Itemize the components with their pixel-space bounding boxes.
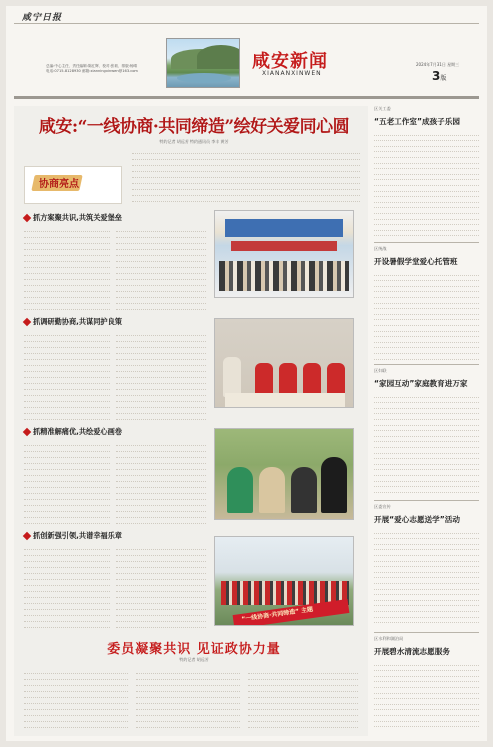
story-text: [374, 528, 479, 628]
text-column: [24, 668, 128, 730]
text-column: [136, 668, 240, 730]
photo-people: [219, 261, 349, 291]
text-column: [24, 226, 110, 310]
text-column: [24, 440, 110, 524]
photo-ribbon-text: “一线协商·共同缔造” 主题: [241, 605, 314, 623]
section-heading-3: [24, 426, 122, 437]
masthead-rule: [14, 23, 479, 24]
photo-person: [321, 457, 347, 513]
section-heading-2: [24, 316, 122, 327]
photo-child: [303, 363, 321, 397]
story-tag: 区委宣传: [374, 504, 391, 509]
newspaper-logo: 咸宁日报: [22, 13, 63, 23]
story-divider: [374, 364, 479, 365]
section-heading-text: 抓调研勤协商,共谋同护良策: [33, 316, 122, 326]
story-tag: 区妇联: [374, 368, 387, 373]
article-headline[interactable]: 咸安:“一线协商·共同缔造”绘好关爱同心圆: [38, 117, 350, 137]
photo-group-banner: [214, 536, 354, 626]
story-text: [374, 270, 479, 360]
photo-child: [279, 363, 297, 397]
story-divider: [374, 500, 479, 501]
story-divider: [374, 632, 479, 633]
lead-badge: 协商亮点: [39, 179, 79, 190]
photo-person: [291, 467, 317, 513]
photo-children-activity: [214, 318, 354, 408]
story-text: [374, 660, 479, 732]
lead-paragraph: [132, 148, 360, 202]
text-column: [116, 226, 206, 310]
photo-child: [327, 363, 345, 397]
photo-lake: [177, 73, 231, 83]
diamond-icon: [23, 427, 31, 435]
editor-info-line: 电话:0715-8128930 邮箱:xianningxinwen@163.com: [46, 69, 138, 73]
photo-person: [259, 467, 285, 513]
text-column: [24, 544, 110, 628]
secondary-headline[interactable]: 委员凝聚共识 见证政协力量: [107, 642, 281, 657]
newspaper-page: [6, 6, 487, 741]
story-title[interactable]: 开设暑假学堂爱心托管班: [374, 257, 458, 266]
main-article: [14, 106, 368, 736]
text-column: [116, 330, 206, 420]
diamond-icon: [23, 317, 31, 325]
lead-badge-box: [24, 166, 122, 204]
text-column: [116, 440, 206, 524]
issue-date: 2024年7月31日 星期三: [416, 62, 460, 67]
section-heading-1: [24, 212, 122, 223]
story-tag: 区水利和湖泊局: [374, 636, 404, 641]
photo-person: [227, 467, 253, 513]
story-title[interactable]: “家园互动”家庭教育进万家: [374, 379, 468, 388]
section-title: 咸安新闻: [252, 51, 328, 72]
text-column: [116, 544, 206, 628]
secondary-byline: 特约记者 胡远芳: [179, 657, 209, 662]
diamond-icon: [23, 213, 31, 221]
story-title[interactable]: 开展碧水清流志愿服务: [374, 647, 450, 656]
photo-adult: [223, 357, 241, 397]
photo-craft-workshop: [214, 428, 354, 520]
story-tag: 区关工委: [374, 106, 391, 111]
section-heading-text: 抓精准解痛优,共绘爱心画卷: [33, 426, 122, 436]
right-column: [374, 106, 479, 736]
photo-banner: [225, 219, 343, 237]
photo-launch-ceremony: [214, 210, 354, 298]
story-title[interactable]: “五老工作室”成孩子乐园: [374, 117, 460, 126]
article-byline: 特约记者 胡远芳 特约通讯员 李丰 黄芳: [159, 139, 229, 144]
story-divider: [374, 242, 479, 243]
editor-info-line: 总编:中心主任、责任编辑:陈红辉、校对:张莉、排版:杨晴: [46, 64, 138, 68]
story-tag: 区统战: [374, 246, 387, 251]
masthead-divider: [14, 96, 479, 99]
photo-table: [225, 393, 345, 407]
section-pinyin: XIANANXINWEN: [262, 70, 322, 77]
masthead-landscape-photo: [166, 38, 240, 88]
page-number-suffix: 版: [440, 75, 447, 82]
section-heading-text: 抓方案聚共识,共筑关爱堡垒: [33, 212, 122, 222]
section-heading-4: [24, 530, 122, 541]
page-number-value: 3: [432, 69, 441, 83]
page-number: [432, 69, 446, 83]
lead-text-lines: [132, 148, 360, 202]
photo-hill: [197, 45, 240, 69]
story-text: [374, 130, 479, 238]
story-title[interactable]: 开展“爱心志愿送学”活动: [374, 515, 460, 524]
diamond-icon: [23, 531, 31, 539]
photo-banner-red: [231, 241, 337, 251]
photo-child: [255, 363, 273, 397]
section-heading-text: 抓创新强引领,共谱幸福乐章: [33, 530, 122, 540]
story-text: [374, 392, 479, 496]
text-column: [248, 668, 358, 730]
text-column: [24, 330, 110, 420]
editor-info: [46, 64, 156, 74]
